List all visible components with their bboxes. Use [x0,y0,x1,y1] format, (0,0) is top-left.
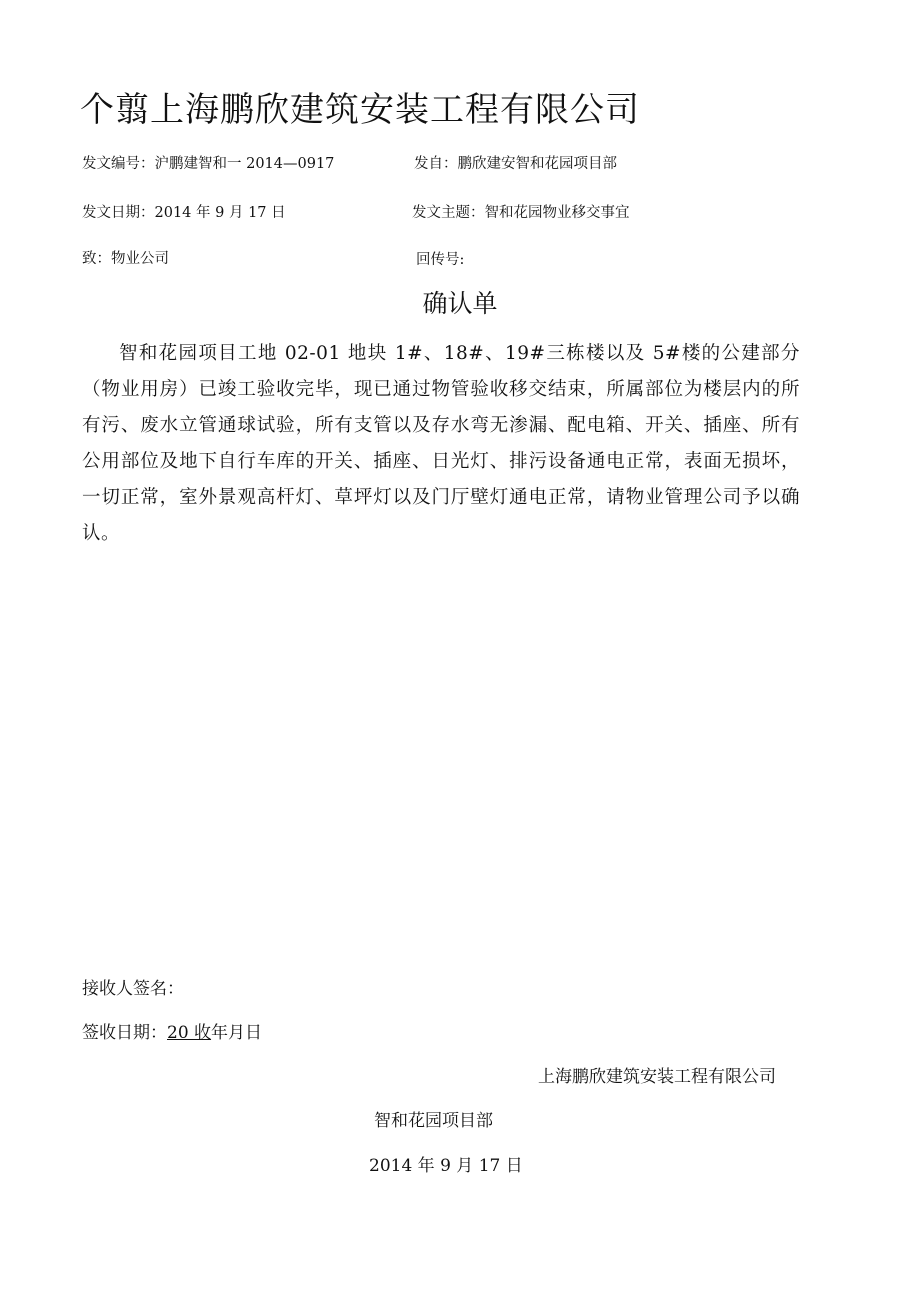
subject: 发文主题：智和花园物业移交事宜 [412,205,630,221]
sign-date-line [82,1018,262,1043]
receiver-signature-label: 接收人签名： [82,979,184,999]
doc-number: 发文编号：沪鹏建智和一 2014—0917 [82,156,335,172]
footer-department: 智和花园项目部 [374,1111,493,1131]
recipient: 致：物业公司 [82,251,169,267]
sender: 发自：鹏欣建安智和花园项目部 [414,156,617,172]
sign-date-suffix: 年月日 [211,1023,263,1043]
sign-date-label: 签收日期： [82,1023,167,1043]
document-body: 智和花园项目工地 02-01 地块 1#、18#、19#三栋楼以及 5#楼的公建部分（物业用房）已竣工验收完毕，现已通过物管验收移交结束，所属部位为楼层内的所有污、废水立管通球试验，所有支管以及存水弯无渗漏、配电箱、开关、插座、所有公用部位及地下自行车库的开关、插座、日光灯、排污设备通电正常，表面无损坏，一切正常，室外景观高杆灯、草坪灯以及门厅壁灯通电正常，请物业管理公司予以确认。 [82,343,800,544]
company-title: 个翦上海鹏欣建筑安装工程有限公司 [80,90,640,130]
sign-date-year: 20 收 [167,1023,212,1043]
document-title: 确认单 [422,289,498,318]
doc-date: 发文日期：2014 年 9 月 17 日 [82,205,286,221]
reply-number: 回传号: [416,252,465,268]
footer-company: 上海鹏欣建筑安装工程有限公司 [538,1067,776,1087]
footer-date: 2014 年 9 月 17 日 [369,1156,523,1176]
